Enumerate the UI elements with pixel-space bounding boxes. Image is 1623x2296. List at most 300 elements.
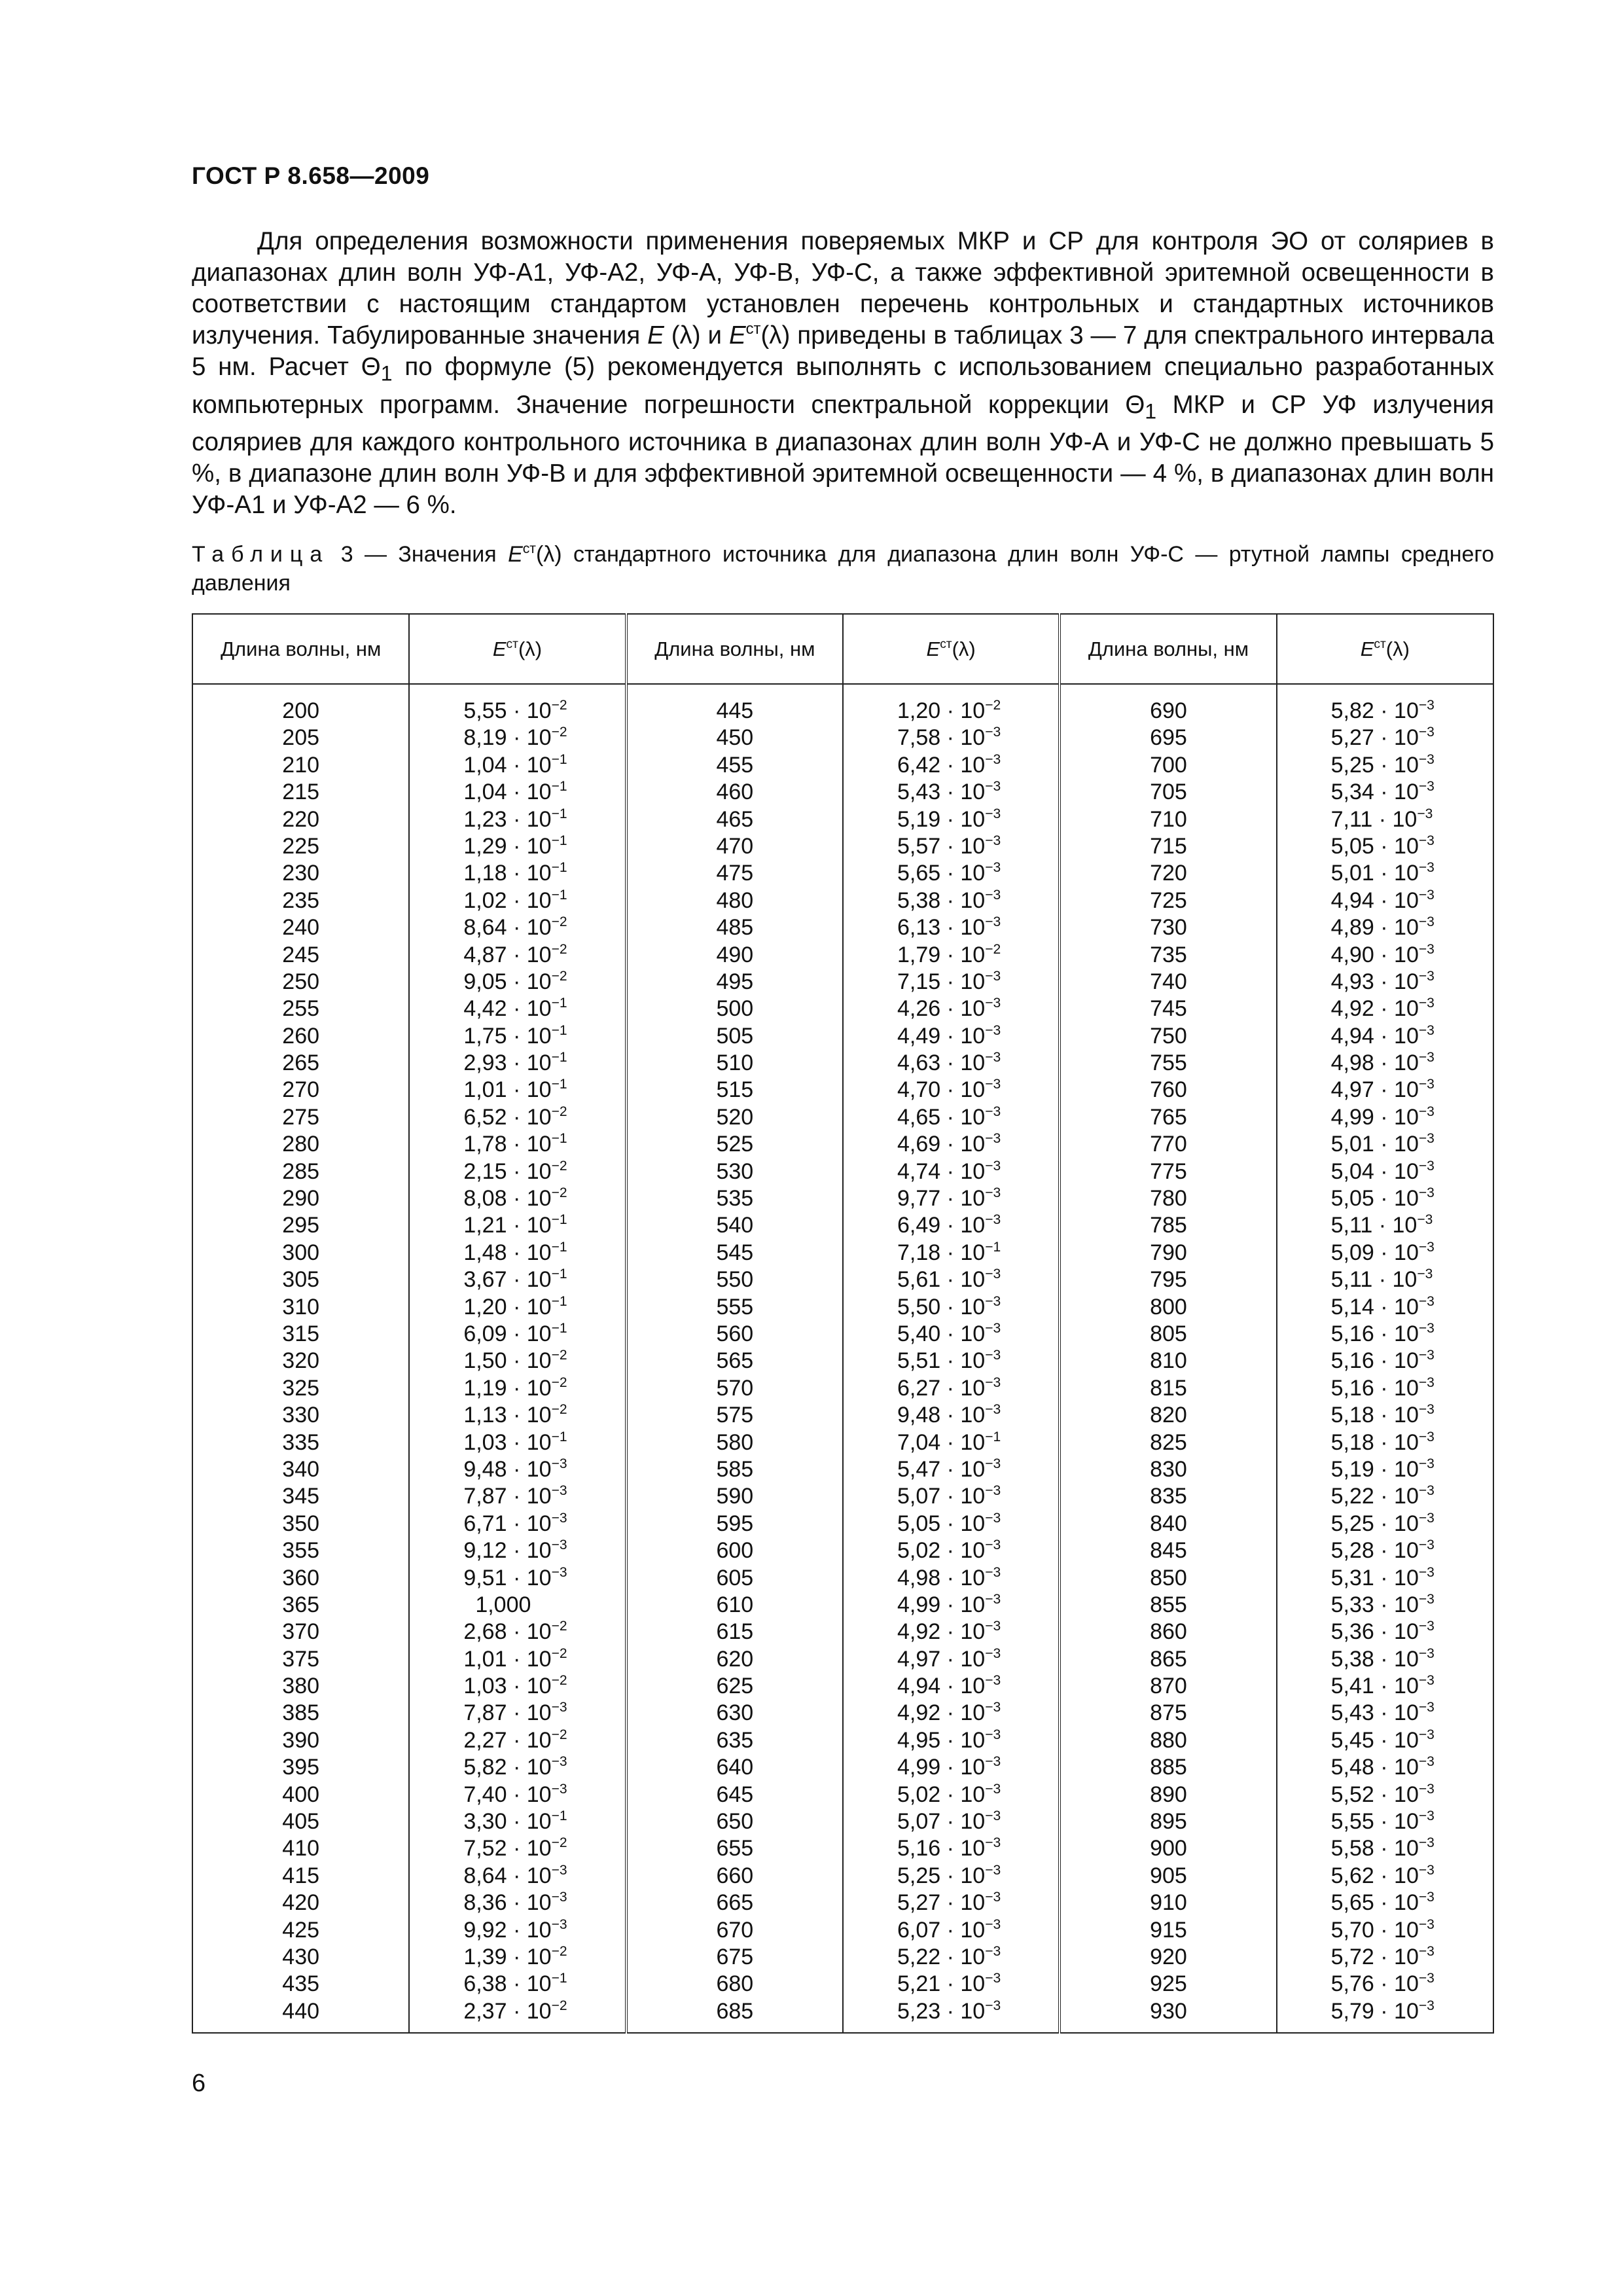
irradiance-mantissa: 1,04: [463, 780, 507, 805]
irradiance-cell: [410, 1077, 624, 1103]
irradiance-multiplier: · 10: [1374, 1240, 1419, 1265]
irradiance-exponent: −2: [985, 941, 1001, 957]
irradiance-multiplier: · 10: [940, 1077, 986, 1103]
wavelength-cell: 580: [716, 1429, 754, 1455]
wavelength-cell: 770: [1150, 1132, 1187, 1157]
irradiance-exponent: −3: [1418, 1483, 1435, 1499]
irradiance-cell: [844, 942, 1058, 969]
irradiance-column: [409, 696, 626, 2033]
irradiance-exponent: −3: [1418, 1348, 1435, 1363]
irradiance-mantissa: 8,64: [463, 915, 507, 941]
irradiance-multiplier: · 10: [940, 861, 986, 886]
irradiance-exponent: −3: [1418, 1456, 1435, 1471]
irradiance-multiplier: · 10: [507, 1294, 552, 1319]
irradiance-multiplier: · 10: [1374, 888, 1419, 913]
irradiance-cell: [844, 1212, 1058, 1239]
wavelength-cell: 800: [1150, 1294, 1187, 1319]
irradiance-exponent: −3: [551, 1700, 567, 1715]
irradiance-cell: [1277, 942, 1493, 969]
wavelength-cell: 535: [716, 1186, 754, 1211]
irradiance-mantissa: 7,04: [897, 1429, 941, 1455]
irradiance-cell: [1277, 698, 1493, 725]
irradiance-cell: [844, 752, 1058, 779]
irradiance-exponent: −2: [551, 725, 567, 740]
irradiance-mantissa: 3,30: [463, 1809, 507, 1835]
wavelength-cell: 220: [282, 806, 320, 832]
irradiance-mantissa: 5,25: [1330, 1511, 1374, 1536]
irradiance-multiplier: · 10: [1374, 915, 1419, 941]
wavelength-cell: 775: [1150, 1158, 1187, 1184]
irradiance-mantissa: 7,52: [463, 1836, 507, 1861]
irradiance-exponent: −3: [1418, 1510, 1435, 1526]
irradiance-multiplier: · 10: [1374, 1890, 1419, 1916]
irradiance-cell: [1277, 833, 1493, 860]
irradiance-cell: [1277, 1808, 1493, 1835]
irradiance-cell: [410, 996, 624, 1022]
irradiance-mantissa: 5,18: [1330, 1429, 1374, 1455]
irradiance-exponent: −3: [985, 1293, 1001, 1309]
irradiance-multiplier: · 10: [507, 1619, 552, 1645]
irradiance-multiplier: · 10: [507, 1077, 552, 1103]
irradiance-cell: [844, 1998, 1058, 2025]
irradiance-multiplier: · 10: [940, 1917, 986, 1943]
irradiance-multiplier: · 10: [507, 1727, 552, 1753]
irradiance-mantissa: 2,68: [463, 1619, 507, 1645]
irradiance-exponent: −3: [551, 1564, 567, 1580]
irradiance-mantissa: 4,70: [897, 1077, 941, 1103]
wavelength-cell: 720: [1150, 861, 1187, 886]
irradiance-exponent: −3: [985, 1103, 1001, 1119]
irradiance-exponent: −1: [551, 779, 567, 795]
irradiance-exponent: −3: [1418, 1131, 1435, 1147]
irradiance-exponent: −3: [985, 1727, 1001, 1742]
irradiance-cell: [410, 1483, 624, 1510]
irradiance-mantissa: 1,19: [463, 1375, 507, 1401]
irradiance-mantissa: 6,42: [897, 752, 941, 778]
irradiance-mantissa: 5,58: [1330, 1836, 1374, 1861]
wavelength-cell: 710: [1150, 806, 1187, 832]
irradiance-multiplier: · 10: [1374, 1646, 1419, 1672]
wavelength-cell: 900: [1150, 1836, 1187, 1861]
table-caption-label: Таблица: [192, 542, 330, 567]
wavelength-cell: 530: [716, 1158, 754, 1184]
irradiance-multiplier: · 10: [1374, 1186, 1419, 1211]
irradiance-cell: [410, 1511, 624, 1537]
irradiance-cell: [1277, 1158, 1493, 1185]
irradiance-mantissa: 4,69: [897, 1132, 941, 1157]
wavelength-cell: 670: [716, 1917, 754, 1943]
irradiance-mantissa: 5,05: [897, 1511, 941, 1536]
irradiance-cell: [1277, 1782, 1493, 1808]
irradiance-mantissa: 9,77: [897, 1186, 941, 1211]
irradiance-mantissa: 4,90: [1330, 942, 1374, 967]
irradiance-multiplier: · 10: [940, 1700, 986, 1726]
irradiance-exponent: −3: [1418, 1673, 1435, 1688]
irradiance-multiplier: · 10: [507, 1646, 552, 1672]
wavelength-cell: 620: [716, 1646, 754, 1672]
irradiance-exponent: −3: [985, 1537, 1001, 1553]
irradiance-exponent: −3: [1418, 996, 1435, 1011]
irradiance-multiplier: · 10: [940, 780, 986, 805]
irradiance-exponent: −3: [985, 914, 1001, 930]
irradiance-multiplier: · 10: [1374, 1971, 1419, 1997]
irradiance-multiplier: · 10: [507, 1971, 552, 1997]
irradiance-mantissa: 5,25: [897, 1863, 941, 1888]
irradiance-exponent: −3: [1418, 1808, 1435, 1823]
irradiance-multiplier: · 10: [940, 1836, 986, 1861]
wavelength-cell: 765: [1150, 1104, 1187, 1130]
irradiance-mantissa: 4,97: [1330, 1077, 1374, 1103]
irradiance-exponent: −3: [985, 1050, 1001, 1066]
irradiance-mantissa: 4,98: [897, 1565, 941, 1590]
irradiance-mantissa: 1,79: [897, 942, 941, 967]
irradiance-exponent: −3: [1418, 1619, 1435, 1634]
irradiance-cell: [844, 1808, 1058, 1835]
irradiance-exponent: −1: [551, 1971, 567, 1986]
wavelength-cell: 705: [1150, 780, 1187, 805]
irradiance-cell: [410, 1565, 624, 1592]
irradiance-cell: [410, 1835, 624, 1862]
irradiance-mantissa: 7,18: [897, 1240, 941, 1265]
irradiance-mantissa: 1,01: [463, 1077, 507, 1103]
irradiance-mantissa: 5,47: [897, 1456, 941, 1482]
irradiance-exponent: −3: [1418, 887, 1435, 903]
irradiance-mantissa: 9,51: [463, 1565, 507, 1590]
irradiance-cell: [1277, 1212, 1493, 1239]
wavelength-cell: 460: [716, 780, 754, 805]
wavelength-cell: 400: [282, 1782, 320, 1807]
irradiance-mantissa: 5,01: [1330, 1132, 1374, 1157]
irradiance-multiplier: · 10: [1374, 1619, 1419, 1645]
irradiance-mantissa: 6,27: [897, 1375, 941, 1401]
irradiance-cell: [844, 1537, 1058, 1564]
irradiance-exponent: −1: [551, 1022, 567, 1038]
irradiance-mantissa: 7,11: [1330, 806, 1373, 832]
header-irradiance: $E^{ст}(\lambda)$: [409, 614, 626, 684]
irradiance-exponent: −3: [985, 806, 1001, 821]
wavelength-cell: 610: [716, 1592, 754, 1617]
irradiance-mantissa: 5,43: [897, 780, 941, 805]
wavelength-cell: 555: [716, 1294, 754, 1319]
irradiance-cell: [844, 1050, 1058, 1077]
irradiance-mantissa: 4,99: [1330, 1104, 1374, 1130]
wavelength-cell: 300: [282, 1240, 320, 1265]
irradiance-cell: [1277, 1700, 1493, 1727]
irradiance-cell: [1277, 1917, 1493, 1944]
wavelength-cell: 275: [282, 1104, 320, 1130]
irradiance-exponent: −3: [985, 1402, 1001, 1418]
irradiance-cell: [1277, 1050, 1493, 1077]
irradiance-multiplier: · 10: [940, 1727, 986, 1753]
irradiance-exponent: −3: [985, 1483, 1001, 1499]
wavelength-cell: 830: [1150, 1456, 1187, 1482]
irradiance-cell: [410, 1158, 624, 1185]
irradiance-exponent: −3: [1418, 941, 1435, 957]
irradiance-cell: [410, 1782, 624, 1808]
irradiance-multiplier: · 10: [507, 1213, 552, 1238]
irradiance-exponent: −3: [1418, 860, 1435, 876]
irradiance-multiplier: · 10: [1374, 1375, 1419, 1401]
wavelength-cell: 520: [716, 1104, 754, 1130]
irradiance-multiplier: · 10: [507, 725, 552, 751]
irradiance-mantissa: 5,16: [1330, 1321, 1374, 1346]
irradiance-cell: [844, 1890, 1058, 1916]
wavelength-cell: 745: [1150, 996, 1187, 1022]
irradiance-mantissa: 5,57: [897, 833, 941, 859]
irradiance-exponent: −3: [1418, 1077, 1435, 1092]
irradiance-mantissa: 5,22: [1330, 1484, 1374, 1509]
wavelength-cell: 870: [1150, 1674, 1187, 1699]
irradiance-multiplier: · 10: [1374, 1132, 1419, 1157]
irradiance-cell: [844, 725, 1058, 751]
irradiance-multiplier: · 10: [940, 1348, 986, 1374]
irradiance-exponent: −3: [1418, 1890, 1435, 1905]
wavelength-cell: 750: [1150, 1023, 1187, 1049]
irradiance-cell: [410, 1646, 624, 1673]
wavelength-cell: 575: [716, 1403, 754, 1428]
irradiance-cell: [844, 1646, 1058, 1673]
irradiance-cell: [410, 1917, 624, 1944]
wavelength-cell: 420: [282, 1890, 320, 1916]
irradiance-exponent: −3: [985, 1456, 1001, 1471]
irradiance-cell: [1277, 1673, 1493, 1700]
wavelength-cell: 785: [1150, 1213, 1187, 1238]
irradiance-multiplier: · 10: [1374, 1456, 1419, 1482]
irradiance-cell: [410, 1294, 624, 1321]
irradiance-mantissa: 1,75: [463, 1023, 507, 1049]
irradiance-cell: [1277, 1944, 1493, 1971]
irradiance-mantissa: 5,11: [1330, 1267, 1373, 1293]
wavelength-cell: 920: [1150, 1944, 1187, 1969]
irradiance-multiplier: · 10: [940, 942, 986, 967]
irradiance-exponent: −2: [551, 1374, 567, 1390]
irradiance-mantissa: 3,67: [463, 1267, 507, 1293]
irradiance-exponent: −3: [1418, 1402, 1435, 1418]
irradiance-cell: [844, 698, 1058, 725]
irradiance-multiplier: · 10: [940, 1619, 986, 1645]
wavelength-cell: 490: [716, 942, 754, 967]
wavelength-cell: 485: [716, 915, 754, 941]
wavelength-cell: 760: [1150, 1077, 1187, 1103]
irradiance-multiplier: · 10: [1374, 1294, 1419, 1319]
irradiance-exponent: −1: [551, 751, 567, 767]
wavelength-cell: 265: [282, 1050, 320, 1076]
wavelength-cell: 510: [716, 1050, 754, 1076]
irradiance-multiplier: · 10: [507, 1104, 552, 1130]
wavelength-cell: 855: [1150, 1592, 1187, 1617]
irradiance-mantissa: 5,65: [897, 861, 941, 886]
wavelength-cell: 605: [716, 1565, 754, 1590]
irradiance-exponent: −3: [1418, 1239, 1435, 1255]
irradiance-cell: [410, 1754, 624, 1781]
irradiance-mantissa: 8,08: [463, 1186, 507, 1211]
irradiance-mantissa: 4,26: [897, 996, 941, 1022]
irradiance-cell: [844, 1565, 1058, 1592]
irradiance-cell: [844, 806, 1058, 833]
irradiance-mantissa: 6,13: [897, 915, 941, 941]
irradiance-exponent: −3: [985, 751, 1001, 767]
wavelength-cell: 480: [716, 888, 754, 913]
irradiance-cell: [1277, 888, 1493, 914]
irradiance-mantissa: 7,40: [463, 1782, 507, 1807]
wavelength-cell: 590: [716, 1484, 754, 1509]
wavelength-cell: 740: [1150, 969, 1187, 994]
irradiance-mantissa: 5,01: [1330, 861, 1374, 886]
irradiance-multiplier: · 10: [507, 1267, 552, 1293]
irradiance-exponent: −2: [551, 941, 567, 957]
irradiance-mantissa: 5,27: [1330, 725, 1374, 751]
irradiance-exponent: −3: [985, 1673, 1001, 1688]
irradiance-multiplier: · 10: [1374, 1782, 1419, 1807]
wavelength-cell: 825: [1150, 1429, 1187, 1455]
irradiance-cell: [1277, 1890, 1493, 1916]
irradiance-cell: [844, 1511, 1058, 1537]
irradiance-cell: [410, 1023, 624, 1050]
irradiance-exponent: −3: [985, 1619, 1001, 1634]
irradiance-multiplier: · 10: [507, 1158, 552, 1184]
irradiance-mantissa: 4,99: [897, 1755, 941, 1780]
irradiance-multiplier: · 10: [1374, 1565, 1419, 1590]
irradiance-exponent: −2: [985, 697, 1001, 713]
irradiance-multiplier: · 10: [507, 780, 552, 805]
wavelength-cell: 475: [716, 861, 754, 886]
irradiance-exponent: −3: [1417, 1266, 1433, 1282]
irradiance-exponent: −3: [1418, 1862, 1435, 1878]
irradiance-multiplier: · 10: [940, 1456, 986, 1482]
irradiance-exponent: −2: [551, 1158, 567, 1174]
irradiance-exponent: −2: [551, 1645, 567, 1661]
irradiance-exponent: −1: [551, 833, 567, 848]
irradiance-exponent: −3: [985, 1781, 1001, 1797]
irradiance-mantissa: 4,94: [897, 1674, 941, 1699]
wavelength-cell: 455: [716, 752, 754, 778]
irradiance-cell: [1277, 1592, 1493, 1619]
irradiance-mantissa: 5,02: [897, 1782, 941, 1807]
wavelength-cell: 200: [282, 698, 320, 723]
wavelength-cell: 305: [282, 1267, 320, 1293]
irradiance-multiplier: · 10: [1374, 1158, 1419, 1184]
irradiance-exponent: −3: [551, 1537, 567, 1553]
irradiance-exponent: −3: [1418, 1158, 1435, 1174]
irradiance-multiplier: · 10: [940, 1321, 986, 1346]
irradiance-exponent: −3: [985, 1266, 1001, 1282]
wavelength-cell: 635: [716, 1727, 754, 1753]
wavelength-cell: 660: [716, 1863, 754, 1888]
irradiance-mantissa: 6,07: [897, 1917, 941, 1943]
irradiance-cell: [410, 860, 624, 887]
irradiance-multiplier: · 10: [940, 1429, 986, 1455]
irradiance-mantissa: 5,19: [897, 806, 941, 832]
wavelength-cell: 810: [1150, 1348, 1187, 1374]
irradiance-cell: [1277, 806, 1493, 833]
irradiance-multiplier: · 10: [507, 861, 552, 886]
irradiance-exponent: −3: [985, 1185, 1001, 1200]
irradiance-exponent: −2: [551, 1835, 567, 1851]
wavelength-cell: 335: [282, 1429, 320, 1455]
wavelength-cell: 735: [1150, 942, 1187, 967]
wavelength-cell: 390: [282, 1727, 320, 1753]
irradiance-cell: [844, 1863, 1058, 1890]
irradiance-mantissa: 5,02: [897, 1538, 941, 1564]
irradiance-multiplier: · 10: [507, 1863, 552, 1888]
wavelength-cell: 210: [282, 752, 320, 778]
irradiance-multiplier: · 10: [940, 1104, 986, 1130]
wavelength-column: [192, 696, 409, 2033]
page-number: 6: [192, 2070, 206, 2097]
irradiance-mantissa: 4,89: [1330, 915, 1374, 941]
irradiance-cell: [410, 1131, 624, 1158]
irradiance-cell: [410, 1321, 624, 1348]
irradiance-mantissa: 4,97: [897, 1646, 941, 1672]
irradiance-multiplier: · 10: [1374, 1863, 1419, 1888]
wavelength-cell: 315: [282, 1321, 320, 1346]
irradiance-mantissa: 4,49: [897, 1023, 941, 1049]
irradiance-cell: [844, 1592, 1058, 1619]
irradiance-exponent: −1: [551, 1212, 567, 1228]
irradiance-multiplier: · 10: [940, 752, 986, 778]
irradiance-multiplier: · 10: [1374, 1484, 1419, 1509]
irradiance-mantissa: 5,55: [1330, 1809, 1374, 1835]
irradiance-mantissa: 5,70: [1330, 1917, 1374, 1943]
wavelength-cell: 615: [716, 1619, 754, 1645]
wavelength-cell: 840: [1150, 1511, 1187, 1536]
irradiance-mantissa: 1,02: [463, 888, 507, 913]
irradiance-cell: [410, 1592, 624, 1619]
wavelength-cell: 730: [1150, 915, 1187, 941]
wavelength-cell: 690: [1150, 698, 1187, 723]
irradiance-mantissa: 4,94: [1330, 888, 1374, 913]
irradiance-cell: [410, 1971, 624, 1998]
irradiance-exponent: −1: [551, 1266, 567, 1282]
irradiance-mantissa: 2,93: [463, 1050, 507, 1076]
wavelength-cell: 780: [1150, 1186, 1187, 1211]
irradiance-mantissa: 5,27: [897, 1890, 941, 1916]
irradiance-cell: [844, 1700, 1058, 1727]
irradiance-multiplier: · 10: [507, 1538, 552, 1564]
irradiance-mantissa: 1,20: [897, 698, 941, 723]
irradiance-cell: [1277, 1321, 1493, 1348]
irradiance-mantissa: 1,03: [463, 1429, 507, 1455]
irradiance-mantissa: 5,16: [1330, 1375, 1374, 1401]
irradiance-exponent: −1: [551, 1239, 567, 1255]
irradiance-mantissa: 9,12: [463, 1538, 507, 1564]
irradiance-mantissa: 6,49: [897, 1213, 941, 1238]
irradiance-exponent: −3: [1418, 1916, 1435, 1932]
irradiance-exponent: −3: [551, 1781, 567, 1797]
irradiance-multiplier: · 10: [1374, 725, 1419, 751]
irradiance-multiplier: · 10: [940, 969, 986, 994]
irradiance-exponent: −2: [551, 968, 567, 984]
irradiance-exponent: −3: [1418, 1971, 1435, 1986]
irradiance-mantissa: 5,48: [1330, 1755, 1374, 1780]
wavelength-cell: 395: [282, 1755, 320, 1780]
wavelength-cell: 290: [282, 1186, 320, 1211]
irradiance-multiplier: · 10: [1374, 1755, 1419, 1780]
irradiance-multiplier: · 10: [507, 915, 552, 941]
irradiance-mantissa: 5,31: [1330, 1565, 1374, 1590]
irradiance-multiplier: · 10: [940, 1158, 986, 1184]
irradiance-mantissa: 1,23: [463, 806, 507, 832]
irradiance-cell: [1277, 1727, 1493, 1754]
wavelength-cell: 505: [716, 1023, 754, 1049]
irradiance-mantissa: 1,21: [463, 1213, 507, 1238]
irradiance-multiplier: · 10: [940, 725, 986, 751]
irradiance-mantissa: 5,38: [1330, 1646, 1374, 1672]
irradiance-exponent: −2: [551, 914, 567, 930]
irradiance-mantissa: 6,52: [463, 1104, 507, 1130]
irradiance-cell: [844, 1185, 1058, 1212]
irradiance-multiplier: · 10: [940, 888, 986, 913]
